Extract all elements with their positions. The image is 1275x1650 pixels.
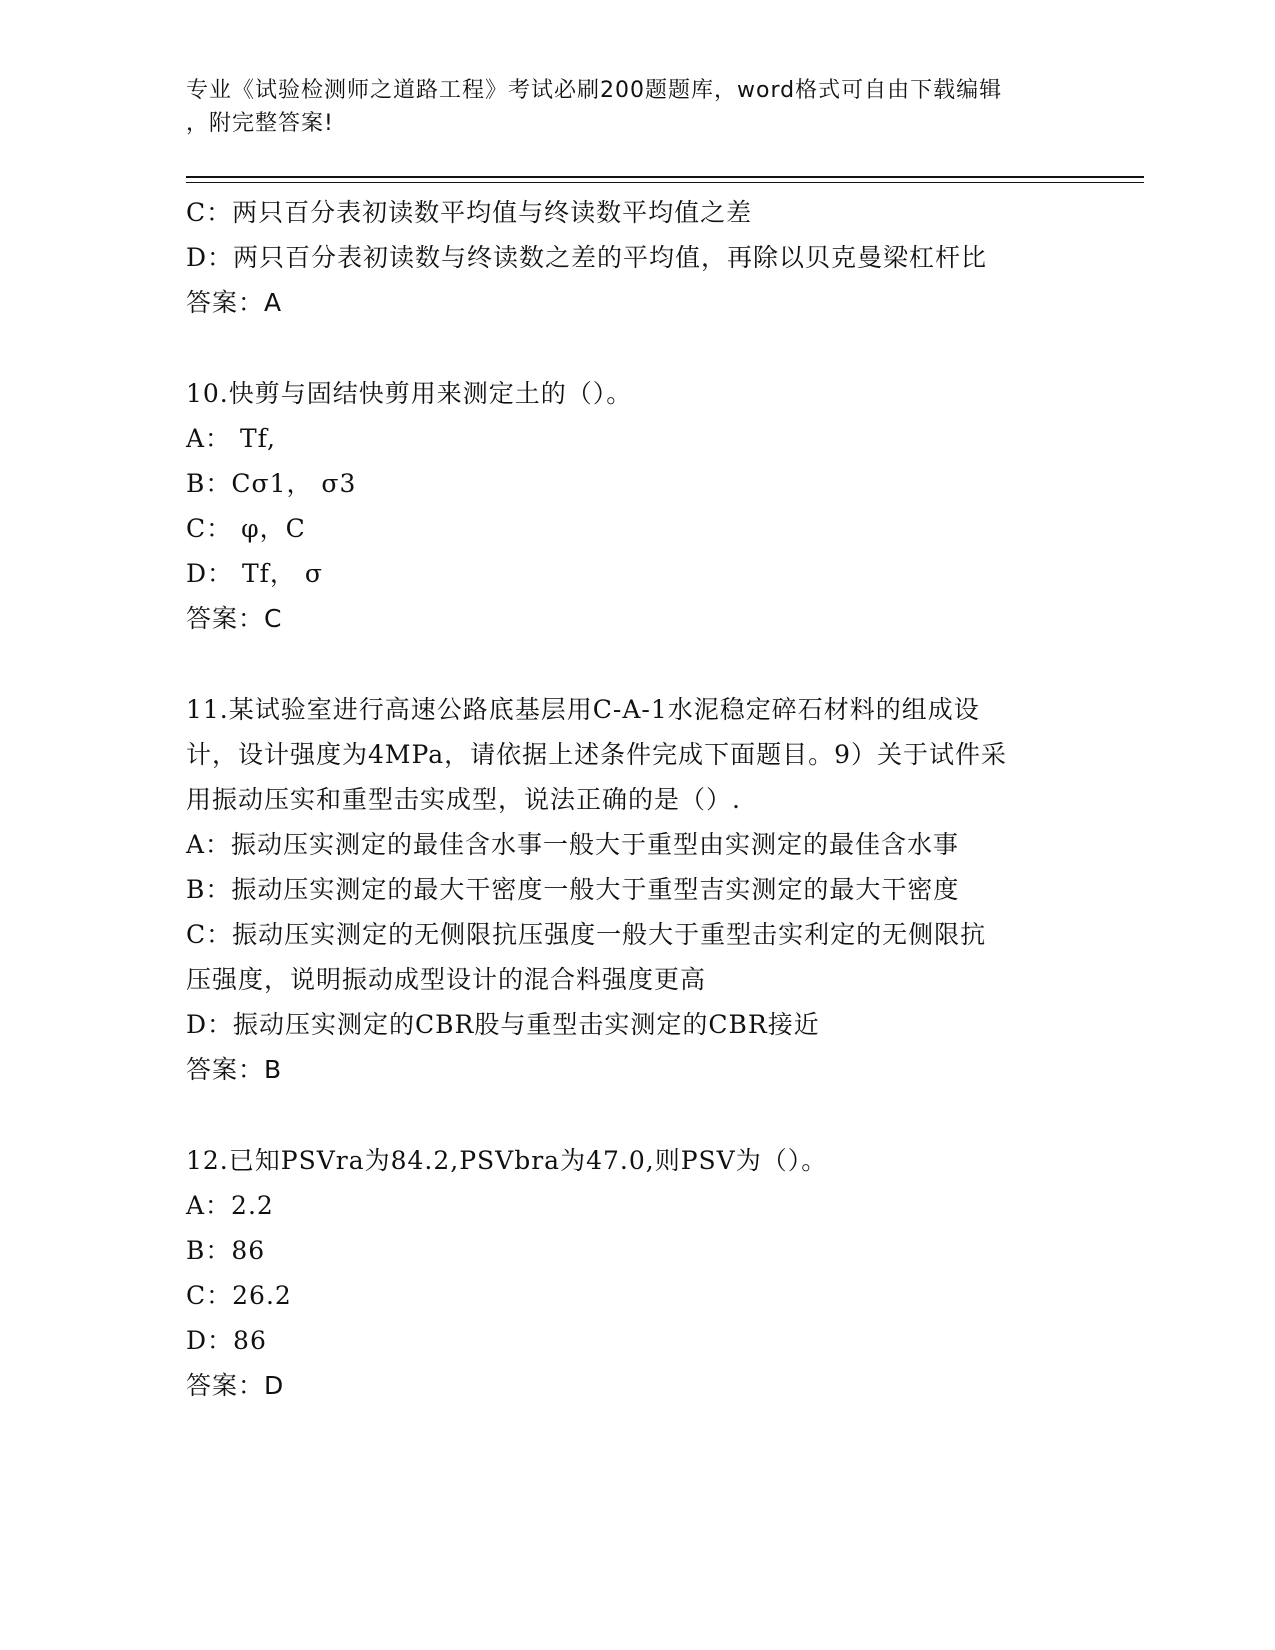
option-c: C：两只百分表初读数平均值与终读数平均值之差 [186, 198, 753, 227]
header-line-1: 专业《试验检测师之道路工程》考试必刷200题题库，word格式可自由下载编辑 [186, 78, 1003, 103]
spacer [186, 325, 1086, 371]
answer-line: 答案：B [186, 1055, 283, 1084]
spacer [186, 1092, 1086, 1138]
question-text: 12.已知PSVra为84.2,PSVbra为47.0,则PSV为（）。 [186, 1146, 828, 1175]
question-list [186, 190, 1086, 1408]
header-line-2: ，附完整答案! [186, 111, 334, 136]
option-d: D： Tf， σ [186, 559, 323, 588]
option-b: B：Cσ1， σ3 [186, 469, 357, 498]
question-9-continued [186, 190, 1086, 325]
spacer [186, 641, 1086, 687]
answer-line: 答案：A [186, 288, 283, 317]
option-a: A： Tf, [186, 424, 276, 453]
question-12 [186, 1138, 1086, 1408]
question-11 [186, 687, 1086, 1092]
option-d: D：振动压实测定的CBR股与重型击实测定的CBR接近 [186, 1010, 820, 1039]
option-b: B：86 [186, 1236, 266, 1265]
option-d: D：86 [186, 1326, 267, 1355]
question-text-line-2: 计，设计强度为4MPa，请依据上述条件完成下面题目。9）关于试件采 [186, 740, 1008, 769]
option-b: B：振动压实测定的最大干密度一般大于重型吉实测定的最大干密度 [186, 875, 960, 904]
option-c: C：26.2 [186, 1281, 292, 1310]
question-text: 10.快剪与固结快剪用来测定土的（）。 [186, 379, 633, 408]
answer-line: 答案：D [186, 1371, 285, 1400]
option-d: D：两只百分表初读数与终读数之差的平均值，再除以贝克曼梁杠杆比 [186, 243, 988, 272]
option-a: A：2.2 [186, 1191, 274, 1220]
option-c: C： φ，C [186, 514, 306, 543]
option-a: A：振动压实测定的最佳含水事一般大于重型由实测定的最佳含水事 [186, 830, 960, 859]
question-text-line-1: 11.某试验室进行高速公路底基层用C-A-1水泥稳定碎石材料的组成设 [186, 695, 980, 724]
option-c-continued: 压强度，说明振动成型设计的混合料强度更高 [186, 965, 707, 994]
answer-line: 答案：C [186, 604, 283, 633]
option-c: C：振动压实测定的无侧限抗压强度一般大于重型击实利定的无侧限抗 [186, 920, 987, 949]
header-divider-thick [186, 176, 1144, 178]
document-header [186, 74, 1066, 140]
header-divider-thin [186, 182, 1144, 183]
question-text-line-3: 用振动压实和重型击实成型，说法正确的是（）. [186, 785, 741, 814]
question-10 [186, 371, 1086, 641]
